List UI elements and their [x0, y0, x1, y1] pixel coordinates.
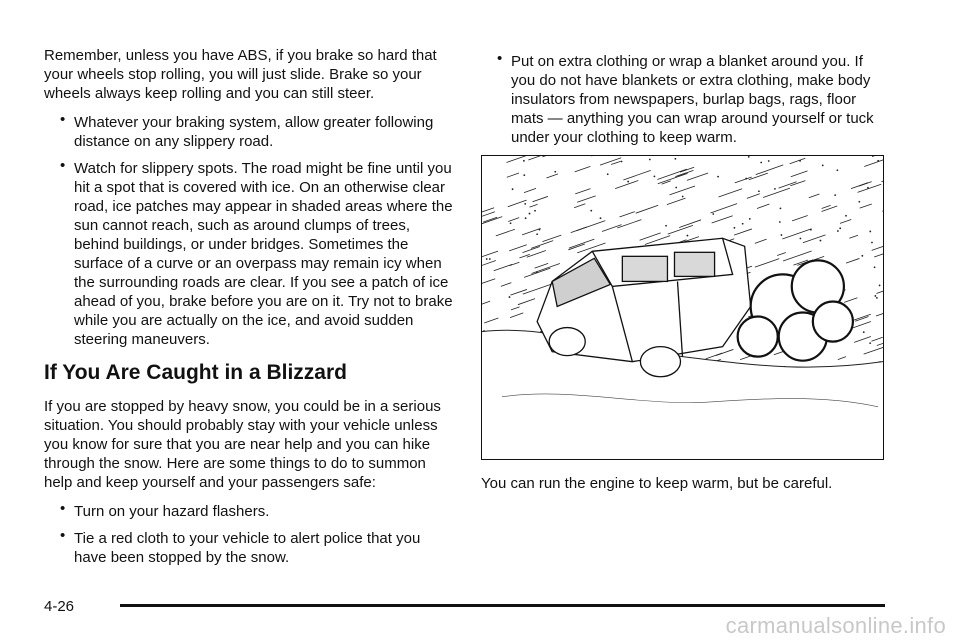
snow-streak: [777, 253, 786, 256]
snow-streak: [542, 156, 569, 157]
snowflake-dot: [781, 234, 783, 236]
right-column: [481, 52, 886, 503]
snowflake-dot: [621, 161, 623, 163]
snowflake-dot: [717, 176, 719, 178]
snowflake-dot: [774, 188, 776, 190]
snow-streak: [881, 173, 883, 182]
vehicle-shape: [537, 238, 751, 376]
snow-streak: [524, 188, 536, 192]
snowflake-dot: [534, 210, 536, 212]
snow-streak: [809, 194, 820, 198]
snow-streak: [877, 340, 883, 345]
snow-streak: [546, 174, 558, 178]
snowflake-dot: [820, 240, 822, 242]
snow-streak: [600, 158, 621, 165]
blizzard-paragraph: If you are stopped by heavy snow, you could be in a serious situation. You should probably stay with your vehicle unless you know for sure that you are near help and you can hike through the snow. Here are some things to do to summon help and keep yourself and your passengers safe:: [44, 398, 441, 491]
snow-streak: [851, 322, 870, 329]
snowflake-dot: [867, 187, 869, 189]
list-item: • Turn on your hazard flashers.: [60, 500, 270, 520]
snow-streak: [716, 349, 734, 355]
snowflake-dot: [858, 201, 860, 203]
snow-streak: [846, 258, 859, 263]
page-number: 4-26: [44, 598, 75, 615]
snowflake-dot: [523, 174, 525, 176]
bullet-icon: •: [60, 500, 66, 517]
snow-streak: [872, 241, 883, 251]
bullet-icon: •: [60, 157, 66, 174]
snow-streak: [667, 198, 686, 205]
snowflake-dot: [780, 207, 782, 209]
snowflake-dot: [512, 188, 514, 190]
snow-streak: [615, 180, 638, 188]
bullet-icon: •: [60, 111, 66, 128]
snowflake-dot: [682, 196, 684, 198]
snowflake-dot: [874, 266, 876, 268]
left-column: [44, 46, 454, 575]
snow-streak: [668, 225, 693, 234]
snow-streak: [680, 167, 694, 172]
snow-streak: [844, 298, 857, 303]
snow-streak: [571, 227, 587, 233]
list-item: • Tie a red cloth to your vehicle to alert police that you have been stopped by the snow.: [60, 527, 421, 566]
snowflake-dot: [822, 165, 824, 167]
snowflake-dot: [529, 213, 531, 215]
snow-streak: [669, 186, 695, 195]
snowflake-dot: [879, 285, 881, 287]
snowflake-dot: [674, 158, 676, 160]
snow-streak: [531, 241, 553, 249]
snowflake-dot: [524, 203, 526, 205]
snow-streak: [602, 225, 622, 232]
snowflake-dot: [863, 331, 865, 333]
snow-streak: [854, 336, 871, 342]
snowflake-dot: [510, 222, 512, 224]
snow-streak: [494, 264, 512, 270]
snowflake-dot: [799, 238, 801, 240]
snowflake-dot: [869, 231, 871, 233]
list-item: • Watch for slippery spots. The road might be fine until you hit a spot that is covered with ice. On an otherwise clear road, ice patches may appear in shaded areas where the sun cannot reach, such as around clumps of trees, behind buildings, or under bridges. Sometimes the surface of a curve or an overpass may remain icy when the surrounding roads are clear. If you see a patch of ice ahead of you, brake before you are on it. Try not to brake while you are actually on the ice, and avoid sudden steering maneuvers.: [60, 157, 453, 348]
snow-streak: [822, 206, 838, 212]
snow-streak: [747, 194, 760, 199]
snow-streak: [530, 204, 538, 207]
snow-streak: [619, 212, 634, 217]
snow-streak: [734, 229, 752, 235]
snow-streak: [482, 279, 495, 286]
snow-streak: [496, 229, 515, 236]
snow-streak: [501, 283, 512, 287]
snow-streak: [510, 313, 523, 318]
snow-streak: [712, 216, 733, 223]
snow-streak: [782, 229, 811, 239]
snowflake-dot: [486, 258, 488, 260]
snowflake-dot: [760, 162, 762, 164]
snowflake-dot: [590, 210, 592, 212]
snow-streak: [524, 268, 550, 277]
snowflake-dot: [734, 227, 736, 229]
snow-streak: [718, 189, 742, 197]
bullet-icon: •: [497, 50, 503, 67]
snow-streak: [840, 220, 851, 224]
snowflake-dot: [749, 218, 751, 220]
snow-streak: [568, 244, 585, 250]
snowflake-dot: [877, 160, 879, 162]
snowflake-dot: [675, 187, 677, 189]
snowflake-dot: [627, 181, 629, 183]
snowflake-dot: [836, 169, 838, 171]
snow-streak: [510, 289, 526, 295]
snow-streak: [876, 313, 883, 316]
snow-streak: [876, 289, 883, 293]
snow-streak: [687, 173, 708, 180]
snowflake-dot: [687, 235, 689, 237]
snow-streak: [640, 233, 661, 240]
snow-streak: [822, 205, 831, 208]
bullet-icon: •: [60, 527, 66, 544]
snowflake-dot: [839, 227, 841, 229]
snow-streak: [508, 200, 527, 207]
snowflake-dot: [745, 178, 747, 180]
exhaust-cloud: [738, 260, 853, 360]
snow-streak: [611, 161, 620, 164]
snowflake-dot: [768, 160, 770, 162]
snowflake-dot: [861, 255, 863, 257]
snow-streak: [636, 205, 658, 213]
snowflake-dot: [536, 233, 538, 235]
snowflake-dot: [876, 297, 878, 299]
snow-streak: [482, 212, 495, 220]
snow-streak: [755, 259, 779, 268]
snow-streak: [574, 204, 585, 208]
snow-streak: [803, 235, 826, 243]
snowflake-dot: [600, 217, 602, 219]
snowstorm-drawing: [482, 156, 883, 459]
snow-streak: [519, 254, 529, 258]
snowflake-dot: [554, 171, 556, 173]
list-item: • Put on extra clothing or wrap a blanket around you. If you do not have blankets or extra clothing, make body insulators from newspapers, burlap bags, rags, floor mats — anything you can wrap around yourself or tuck under your clothing to keep warm.: [497, 50, 874, 146]
snowflake-dot: [607, 173, 609, 175]
snowbound-vehicle-illustration: [481, 155, 884, 460]
snow-streak: [710, 204, 737, 213]
snow-streak: [756, 165, 784, 175]
snow-streak: [860, 204, 872, 208]
section-heading: If You Are Caught in a Blizzard: [44, 361, 347, 384]
snowflake-dot: [845, 215, 847, 217]
list-item: • Whatever your braking system, allow greater following distance on any slippery road.: [60, 111, 434, 150]
snowflake-dot: [509, 296, 511, 298]
snow-streak: [533, 196, 548, 201]
snow-streak: [535, 263, 549, 268]
snow-streak: [882, 207, 883, 211]
snow-streak: [871, 337, 882, 341]
snowflake-dot: [742, 223, 744, 225]
snowflake-dot: [536, 271, 538, 273]
footer-divider: [120, 604, 885, 607]
snow-streak: [849, 235, 858, 238]
snow-streak: [617, 220, 641, 228]
snow-streak: [755, 239, 767, 243]
snow-streak: [523, 246, 540, 252]
snow-streak: [763, 188, 790, 197]
snow-streak: [790, 158, 806, 164]
snow-streak: [482, 301, 490, 307]
snow-streak: [507, 173, 519, 177]
snow-streak: [482, 208, 494, 213]
snow-streak: [783, 251, 812, 261]
snowflake-dot: [489, 258, 491, 260]
snow-streak: [791, 171, 808, 177]
snow-streak: [506, 156, 526, 163]
snow-streak: [482, 261, 496, 268]
snow-streak: [577, 196, 596, 202]
snowflake-dot: [837, 230, 839, 232]
snowflake-dot: [758, 190, 760, 192]
snow-streak: [510, 262, 520, 265]
snow-streak: [864, 157, 883, 166]
snow-streak: [518, 299, 535, 305]
illustration-caption: You can run the engine to keep warm, but be careful.: [481, 475, 833, 492]
intro-paragraph: Remember, unless you have ABS, if you brake so hard that your wheels stop rolling, you will just slide. Brake so your wheels always keep rolling and you can still steer.: [44, 47, 437, 102]
snow-streak: [484, 318, 498, 323]
snowflake-dot: [810, 229, 812, 231]
snowflake-dot: [539, 229, 541, 231]
snow-streak: [527, 251, 546, 258]
snow-streak: [569, 239, 594, 248]
snowflake-dot: [869, 342, 871, 344]
snow-streak: [482, 251, 498, 257]
snowflake-dot: [799, 160, 801, 162]
snow-streak: [864, 344, 883, 354]
snowflake-dot: [665, 225, 667, 227]
snow-streak: [872, 156, 883, 157]
watermark: carmanualsonline.info: [725, 613, 946, 638]
snow-streak: [483, 217, 497, 222]
snow-streak: [575, 189, 590, 194]
snowflake-dot: [834, 194, 836, 196]
snow-streak: [511, 307, 520, 310]
snow-streak: [508, 218, 519, 222]
snowflake-dot: [874, 295, 876, 297]
snow-streak: [859, 182, 872, 187]
snowflake-dot: [748, 156, 750, 158]
snow-streak: [623, 170, 650, 180]
snow-streak: [838, 357, 846, 360]
snow-streak: [853, 314, 870, 320]
snow-streak: [757, 204, 769, 208]
snow-streak: [874, 251, 883, 257]
snowflake-dot: [649, 159, 651, 161]
snow-streak: [658, 173, 688, 183]
snow-streak: [792, 215, 808, 220]
snowflake-dot: [654, 175, 656, 177]
snowflake-dot: [712, 213, 714, 215]
snow-streak: [662, 181, 671, 184]
snowflake-dot: [525, 217, 527, 219]
snowflake-dot: [871, 242, 873, 244]
snow-streak: [509, 245, 527, 251]
snow-streak: [528, 156, 552, 160]
snowflake-dot: [523, 160, 525, 162]
snowflake-dot: [779, 221, 781, 223]
snow-streak: [575, 166, 591, 172]
